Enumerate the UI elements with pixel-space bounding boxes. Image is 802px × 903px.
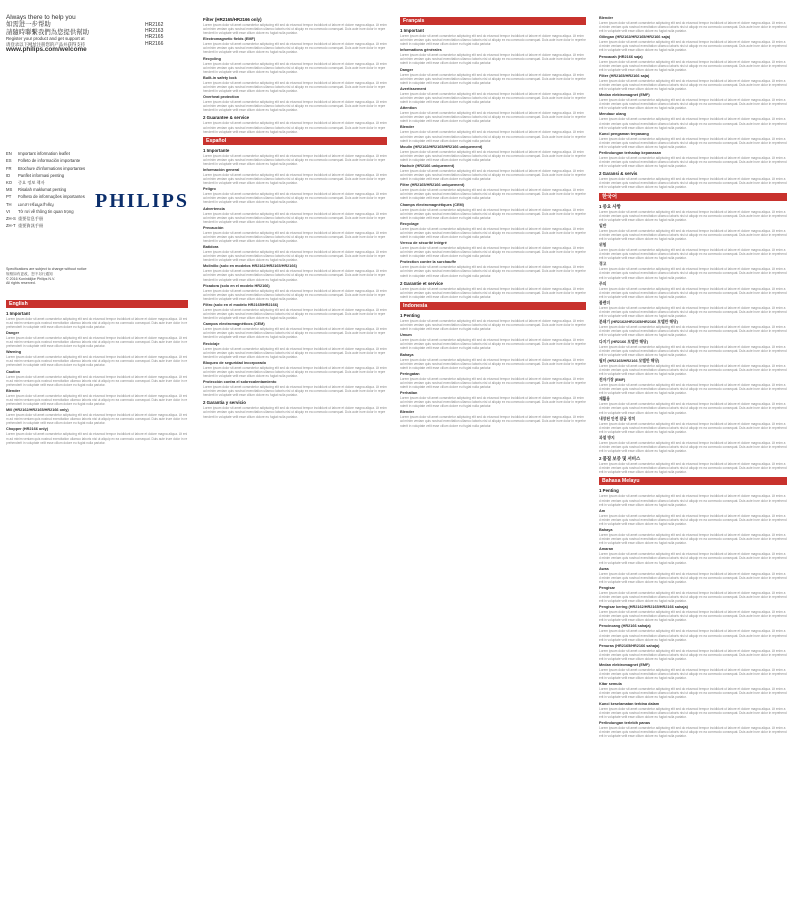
body-text <box>599 156 787 168</box>
body-text <box>6 375 188 387</box>
body-text <box>599 267 787 279</box>
body-text <box>203 23 387 35</box>
section-heading: 전자기장 (EMF) <box>599 378 626 383</box>
section-heading: Recyclage <box>400 221 419 226</box>
english-section <box>6 300 188 445</box>
language-row <box>6 150 188 157</box>
body-text <box>400 34 586 46</box>
language-name: Folheto de informações importantes <box>18 194 85 200</box>
body-text <box>203 81 387 93</box>
section-heading: Pengisar kering (HR2162/HR2165/HR2166 sahaja) <box>599 605 688 610</box>
language-name: Panflet informasi penting <box>18 172 65 178</box>
body-text <box>203 327 387 339</box>
body-text <box>599 79 787 91</box>
section-heading: Penuras (HR2165/HR2166 sahaja) <box>599 643 660 648</box>
footer-line: All rights reserved. <box>6 281 36 286</box>
section-heading: 2 Garantía y servicio <box>203 400 246 406</box>
section-header: Indonesia <box>400 302 586 310</box>
section-heading: Blender <box>400 125 415 130</box>
section-heading: Campos electromagnéticos (CEM) <box>203 322 265 327</box>
body-text <box>203 289 387 301</box>
cover-heading-line: 請隨時聯繫我們為您提供幫助 <box>6 28 90 36</box>
column-2 <box>203 14 387 889</box>
section-heading: Danger <box>6 331 20 336</box>
section-heading: Advertencia <box>203 206 225 211</box>
language-row <box>6 222 188 229</box>
section-heading: Verrou de sécurité intégré <box>400 241 447 246</box>
body-text <box>599 514 787 526</box>
language-code: TH <box>6 201 12 207</box>
section-heading: Caution <box>6 369 21 374</box>
body-text <box>203 42 387 54</box>
section-heading: 재활용 <box>599 397 611 402</box>
section-heading: Blender <box>6 388 21 393</box>
section-heading: 블렌더 <box>599 300 611 305</box>
section-heading: Bloqueo de seguridad incorporado <box>203 360 267 365</box>
body-text <box>400 169 586 181</box>
section-header: Français <box>400 17 586 25</box>
body-text <box>599 494 787 506</box>
support-url[interactable]: www.philips.com/welcome <box>6 46 87 54</box>
body-text <box>400 358 586 370</box>
section-heading: 내장된 안전 잠금 장치 <box>599 416 636 421</box>
column-3 <box>400 14 586 889</box>
section-heading: 주의 <box>599 281 607 286</box>
section-heading: Mendaur ulang <box>599 112 627 117</box>
section-heading: Overheat protection <box>203 95 240 100</box>
section-heading: 1 중요 사항 <box>599 203 621 209</box>
section-heading: Champs électromagnétiques (CEM) <box>400 202 464 207</box>
body-text <box>599 364 787 376</box>
section-heading: Electromagnetic fields (EMF) <box>203 37 256 42</box>
section-heading: Bahaya <box>400 352 414 357</box>
section-heading: 분쇄기 (HR2162/HR2165/HR2166 모델만 해당) <box>599 320 678 325</box>
body-text <box>400 396 586 408</box>
body-text <box>203 100 387 112</box>
section-heading: Perhatian <box>400 391 418 396</box>
body-text <box>599 177 787 189</box>
body-text <box>400 377 586 389</box>
body-text <box>400 130 586 142</box>
footer-line: 规格如有更改，恕不另行通知 <box>6 271 53 276</box>
language-code: FR <box>6 165 12 171</box>
section-heading: Peringatan <box>400 371 420 376</box>
language-code: PT <box>6 194 12 200</box>
body-text <box>599 383 787 395</box>
cover-heading-line: 如需进一步帮助 <box>6 21 51 29</box>
body-text <box>599 533 787 545</box>
column-1 <box>6 14 188 889</box>
body-text <box>400 208 586 220</box>
language-code: ZH-S <box>6 215 16 221</box>
body-text <box>599 325 787 337</box>
section-heading: Peligro <box>203 187 216 192</box>
body-text <box>203 121 387 133</box>
philips-logo: PHILIPS <box>95 190 190 212</box>
model-number: HR2166 <box>145 40 164 47</box>
section-heading: Mill (HR2162/HR2165/HR2166 only) <box>6 408 69 413</box>
section-heading: Kitar semula <box>599 682 622 687</box>
body-text <box>599 287 787 299</box>
body-text <box>400 338 586 350</box>
section-heading: Moulin (HR2162/HR2165/HR2166 uniquement) <box>400 144 483 149</box>
body-text <box>203 231 387 243</box>
language-code: MS <box>6 187 13 193</box>
body-text <box>400 111 586 123</box>
section-heading: Gilingan (HR2162/HR2165/HR2166 saja) <box>599 35 671 40</box>
body-text <box>203 62 387 74</box>
body-text <box>203 366 387 378</box>
section-heading: Am <box>599 508 606 513</box>
body-text <box>6 355 188 367</box>
body-text <box>599 345 787 357</box>
body-text <box>599 591 787 603</box>
cover-footer <box>6 267 188 285</box>
section-heading: Pengisar <box>599 585 616 590</box>
body-text <box>599 21 787 33</box>
body-text <box>203 250 387 262</box>
body-text <box>400 73 586 85</box>
body-text <box>599 306 787 318</box>
section-heading: Filter (HR2165/HR2166 only) <box>203 17 262 22</box>
section-heading: 2 Garansi & servis <box>599 171 638 177</box>
section-heading: 1 Important <box>6 310 30 316</box>
section-heading: Medan elektromagnet (EMF) <box>599 93 650 98</box>
section-heading: Kunci pengaman terpasang <box>599 131 649 136</box>
body-text <box>6 432 188 444</box>
body-text <box>599 248 787 260</box>
section-header: 한국어 <box>599 193 787 201</box>
section-heading: Precaución <box>203 225 224 230</box>
body-text <box>400 415 586 427</box>
section-heading: 2 Guarantee & service <box>203 115 250 121</box>
section-header: English <box>6 300 188 308</box>
section-heading: Perlindungan terlebih panas <box>599 720 651 725</box>
body-text <box>599 422 787 434</box>
language-code: VI <box>6 208 10 214</box>
section-heading: Molinillo (solo en modelos HR2162/HR2165/HR2166) <box>203 264 297 269</box>
body-text <box>203 173 387 185</box>
register-text: Register your product and get support at <box>6 36 85 42</box>
body-text <box>203 347 387 359</box>
body-text <box>599 687 787 699</box>
language-row <box>6 179 188 186</box>
section-heading: Pencincang (HR2166 sahaja) <box>599 624 651 629</box>
body-text <box>6 336 188 348</box>
body-text <box>599 610 787 622</box>
body-text <box>599 402 787 414</box>
section-heading: Blender <box>400 410 415 415</box>
section-heading: Kunci keselamatan terbina dalam <box>599 701 660 706</box>
section-heading: 일반 <box>599 223 607 228</box>
body-text <box>6 317 188 329</box>
model-number: HR2162 <box>145 22 164 28</box>
body-text <box>400 319 586 331</box>
section-heading: 2 품질 보증 및 서비스 <box>599 456 641 462</box>
body-text <box>203 406 387 418</box>
body-text <box>203 385 387 397</box>
body-text <box>203 308 387 320</box>
section-heading: Pencacah (HR2166 saja) <box>599 54 643 59</box>
cover-heading-line: Always there to help you <box>6 14 76 21</box>
section-heading: Filter (HR2165/HR2166 saja) <box>599 73 650 78</box>
section-heading: Attention <box>400 106 417 111</box>
language-code: ID <box>6 172 11 178</box>
section-heading: 1 Penting <box>400 312 420 318</box>
body-text <box>400 227 586 239</box>
body-text <box>599 98 787 110</box>
section-heading: Protección contra el sobrecalentamiento <box>203 380 277 385</box>
language-name: Brochure d'informations importantes <box>18 165 86 171</box>
model-number: HR2165 <box>145 34 164 41</box>
body-text <box>400 246 586 258</box>
section-heading: Perlindungan terhadap kepanasan <box>599 150 662 155</box>
body-text <box>599 649 787 661</box>
body-text <box>203 154 387 166</box>
section-heading: 2 Garantie et service <box>400 280 443 286</box>
section-heading: Awas <box>599 566 609 571</box>
body-text <box>400 150 586 162</box>
body-text <box>599 40 787 52</box>
language-name: 중요 정보 책자 <box>18 179 45 185</box>
body-text <box>400 53 586 65</box>
section-heading: 위험 <box>599 243 607 248</box>
section-heading: Bahaya <box>599 528 613 533</box>
body-text <box>599 552 787 564</box>
section-heading: 과열 방지 <box>599 435 615 440</box>
body-text <box>599 668 787 680</box>
section-heading: Blender <box>599 16 614 20</box>
model-number: HR2163 <box>145 28 164 35</box>
body-text <box>599 462 787 474</box>
section-heading: 1 Importante <box>203 147 230 153</box>
section-heading: Batidora <box>203 245 219 250</box>
body-text <box>203 192 387 204</box>
section-heading: 경고 <box>599 262 607 267</box>
body-text <box>599 137 787 149</box>
language-row <box>6 215 188 222</box>
section-heading: Chopper (HR2166 only) <box>6 427 48 432</box>
body-text <box>599 726 787 738</box>
section-heading: Recycling <box>203 56 221 61</box>
body-text <box>599 707 787 719</box>
body-text <box>400 265 586 277</box>
section-heading: Warning <box>6 350 22 355</box>
footer-line: © 2016 Koninklijke Philips N.V. <box>6 276 56 281</box>
section-header: Español <box>203 137 387 145</box>
language-name: Important information leaflet <box>18 151 70 157</box>
section-heading: Medan elektromagnet (EMF) <box>599 663 650 667</box>
section-heading: Información general <box>203 167 240 172</box>
section-heading: Protection contre la surchauffe <box>400 260 457 265</box>
language-row <box>6 165 188 172</box>
body-text <box>599 60 787 72</box>
language-code: KO <box>6 179 13 185</box>
body-text <box>599 441 787 453</box>
section-heading: 다지기 (HR2166 모델만 해당) <box>599 339 648 344</box>
column-4 <box>599 14 787 889</box>
language-code: ZH-T <box>6 223 16 229</box>
language-name: 重要信息手册 <box>18 215 44 221</box>
section-heading: Reciclaje <box>203 341 220 346</box>
section-heading: Umum <box>400 333 412 338</box>
language-code: EN <box>6 151 12 157</box>
section-heading: 필터 (HR2165/HR2166 모델만 해당) <box>599 358 660 363</box>
section-heading: Informations générales <box>400 48 442 53</box>
language-name: Tờ rơi về thông tin quan trọng <box>18 208 74 214</box>
body-text <box>203 269 387 281</box>
language-row <box>6 172 188 179</box>
body-text <box>400 287 586 299</box>
body-text <box>599 572 787 584</box>
language-code: ES <box>6 158 12 164</box>
body-text <box>400 92 586 104</box>
body-text <box>6 394 188 406</box>
language-name: 重要資訊手冊 <box>18 223 44 229</box>
section-heading: Picadora (solo en el modelo HR2166) <box>203 283 270 288</box>
body-text <box>599 229 787 241</box>
body-text <box>6 413 188 425</box>
body-text <box>599 629 787 641</box>
language-name: Folleto de información importante <box>18 158 81 164</box>
language-name: Risalah maklumat penting <box>18 187 67 193</box>
language-row <box>6 157 188 164</box>
section-heading: Filtro (solo en el modelo HR2165/HR2166) <box>203 302 279 307</box>
body-text <box>400 188 586 200</box>
section-heading: Danger <box>400 67 414 72</box>
language-name: เอกสารข้อมูลสำคัญ <box>18 201 54 207</box>
section-heading: 1 Penting <box>599 488 619 494</box>
body-text <box>599 210 787 222</box>
section-heading: Hachoir (HR2166 uniquement) <box>400 163 455 168</box>
body-text <box>203 212 387 224</box>
register-text-zh: 请登录以下网址注册您的产品并获得支持 <box>6 41 86 47</box>
model-numbers <box>145 22 163 47</box>
section-heading: Amaran <box>599 547 614 552</box>
body-text <box>599 117 787 129</box>
footer-line: Specifications are subject to change without notice <box>6 267 87 272</box>
section-heading: Built-in safety lock <box>203 75 237 80</box>
section-heading: Avertissement <box>400 86 427 91</box>
section-heading: 1 Important <box>400 28 424 33</box>
section-header: Bahasa Melayu <box>599 477 787 485</box>
section-heading: Filtre (HR2165/HR2166 uniquement) <box>400 183 465 188</box>
